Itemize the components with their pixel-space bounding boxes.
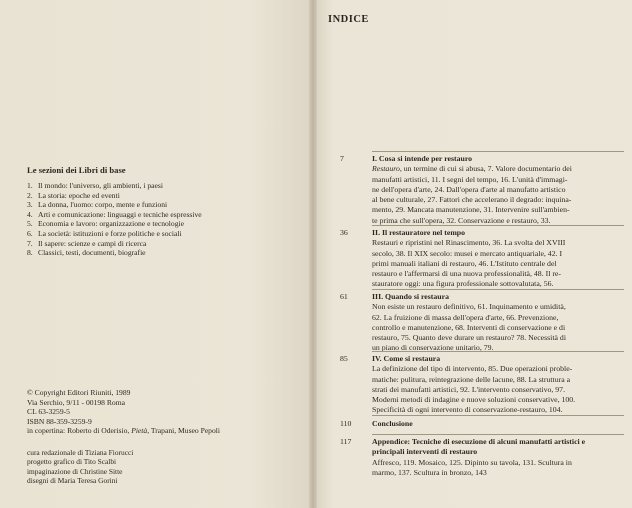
sections-title: Le sezioni dei Libri di base bbox=[27, 165, 126, 175]
toc-heading: INDICE bbox=[328, 14, 369, 25]
chapter-title: II. Il restauratore nel tempo bbox=[372, 228, 466, 237]
imprint-block bbox=[27, 388, 220, 436]
publisher-address: Via Serchio, 9/11 - 00198 Roma bbox=[27, 397, 125, 407]
toc-entry-1: 7 I. Cosa si intende per restauro Restauro, un termine di cui si abusa, 7. Valore documentario dei manufatti artistici, 11. I segni del tempo, 16. L'unità d'immagi- ne dell'opera d'arte, 24. Dall'opera d'arte al manufatto artistico al bene culturale, 27. Fattori che accelerano il degrado: inquina- mento, 29. Mancata manutenzione, 31. Intervenire sull'ambien- te prima che sull'opera, 32. Conservazione e restauro, 33. bbox=[340, 154, 626, 226]
list-item: 8. Classici, testi, documenti, biografie bbox=[27, 248, 146, 258]
toc-entry-2: 36 II. Il restauratore nel tempo Restauri e ripristini nel Rinascimento, 36. La svolta del XVIII secolo, 38. Il XIX secolo: musei e mercato antiquariale, 42. I primi manuali italiani di restauro, 46. L'Istituto centrale del restauro e l'affermarsi di una nuova professionalità, 48. Il re- stauratore oggi: una figura professionale sottovalutata, 56. bbox=[340, 228, 626, 290]
divider bbox=[372, 434, 624, 435]
toc-entry-6: 117 Appendice: Tecniche di esecuzione di alcuni manufatti artistici e principali interventi di restauro Affresco, 119. Mosaico, 125. Dipinto su tavola, 131. Scultura in marmo, 137. Scultura in bronzo, 143 bbox=[340, 437, 626, 478]
list-item: 4. Arti e comunicazione: linguaggi e tecniche espressive bbox=[27, 209, 202, 219]
list-item: 3. La donna, l'uomo: corpo, mente e funzioni bbox=[27, 200, 168, 210]
page-number: 61 bbox=[340, 292, 348, 301]
chapter-title: Conclusione bbox=[372, 419, 413, 428]
credit-line: disegni di Maria Teresa Gorini bbox=[27, 476, 118, 486]
divider bbox=[372, 415, 624, 416]
cl-code: CL 63-3259-5 bbox=[27, 407, 70, 417]
divider bbox=[372, 225, 624, 226]
page-number: 7 bbox=[340, 154, 344, 163]
toc-entry-5 bbox=[340, 419, 626, 429]
credit-line: cura redazionale di Tiziana Fiorucci bbox=[27, 448, 134, 457]
chapter-title-continued: principali interventi di restauro bbox=[372, 447, 478, 457]
chapter-title: Appendice: Tecniche di esecuzione di alcuni manufatti artistici e bbox=[372, 437, 586, 446]
divider bbox=[372, 151, 624, 152]
list-item: 6. La società: istituzioni e forze politiche e sociali bbox=[27, 228, 182, 238]
chapter-title: III. Quando si restaura bbox=[372, 292, 449, 301]
copyright-line: © Copyright Editori Riuniti, 1989 bbox=[27, 388, 131, 397]
sections-list bbox=[27, 181, 202, 258]
page-number: 85 bbox=[340, 354, 348, 363]
divider bbox=[372, 351, 624, 352]
chapter-title: IV. Come si restaura bbox=[372, 354, 441, 363]
list-item: 7. Il sapere: scienze e campi di ricerca bbox=[27, 238, 147, 248]
page-number: 36 bbox=[340, 228, 348, 237]
credit-line: progetto grafico di Tito Scalbi bbox=[27, 457, 117, 467]
page-number: 110 bbox=[340, 419, 352, 428]
toc-entry-3: 61 III. Quando si restaura Non esiste un restauro definitivo, 61. Inquinamento e umidità, 62. La fruizione di massa dell'opera d'arte, 66. Prevenzione, controllo e manutenzione, 68. Interventi di conservazione e di restauro, 75. Quanto deve durare un restauro? 78. Necessità di un piano di conservazione unitario, 79. bbox=[340, 292, 626, 354]
list-item: 1. Il mondo: l'universo, gli ambienti, i paesi bbox=[27, 181, 163, 190]
chapter-title: I. Cosa si intende per restauro bbox=[372, 154, 473, 163]
book-gutter bbox=[309, 0, 317, 508]
toc-entry-4: 85 IV. Come si restaura La definizione del tipo di intervento, 85. Due operazioni proble- matiche: pulitura, reintegrazione delle lacune, 88. La struttura a strati dei manufatti artistici, 92. L'intervento conservativo, 97. Moderni metodi di indagine e nuove soluzioni conservative, 100. Specificità di ogni intervento di conservazione-restauro, 104. bbox=[340, 354, 626, 416]
page-number: 117 bbox=[340, 437, 352, 446]
list-item: 5. Economia e lavoro: organizzazione e tecnologie bbox=[27, 219, 184, 229]
isbn: ISBN 88-359-3259-9 bbox=[27, 416, 92, 426]
list-item: 2. La storia: epoche ed eventi bbox=[27, 190, 120, 200]
cover-credit: in copertina: Roberto di Oderisio, Pietà, Trapani, Museo Pepoli bbox=[27, 426, 220, 436]
divider bbox=[372, 289, 624, 290]
credit-line: impaginazione di Christine Sitte bbox=[27, 466, 123, 476]
editorial-credits bbox=[27, 448, 133, 486]
